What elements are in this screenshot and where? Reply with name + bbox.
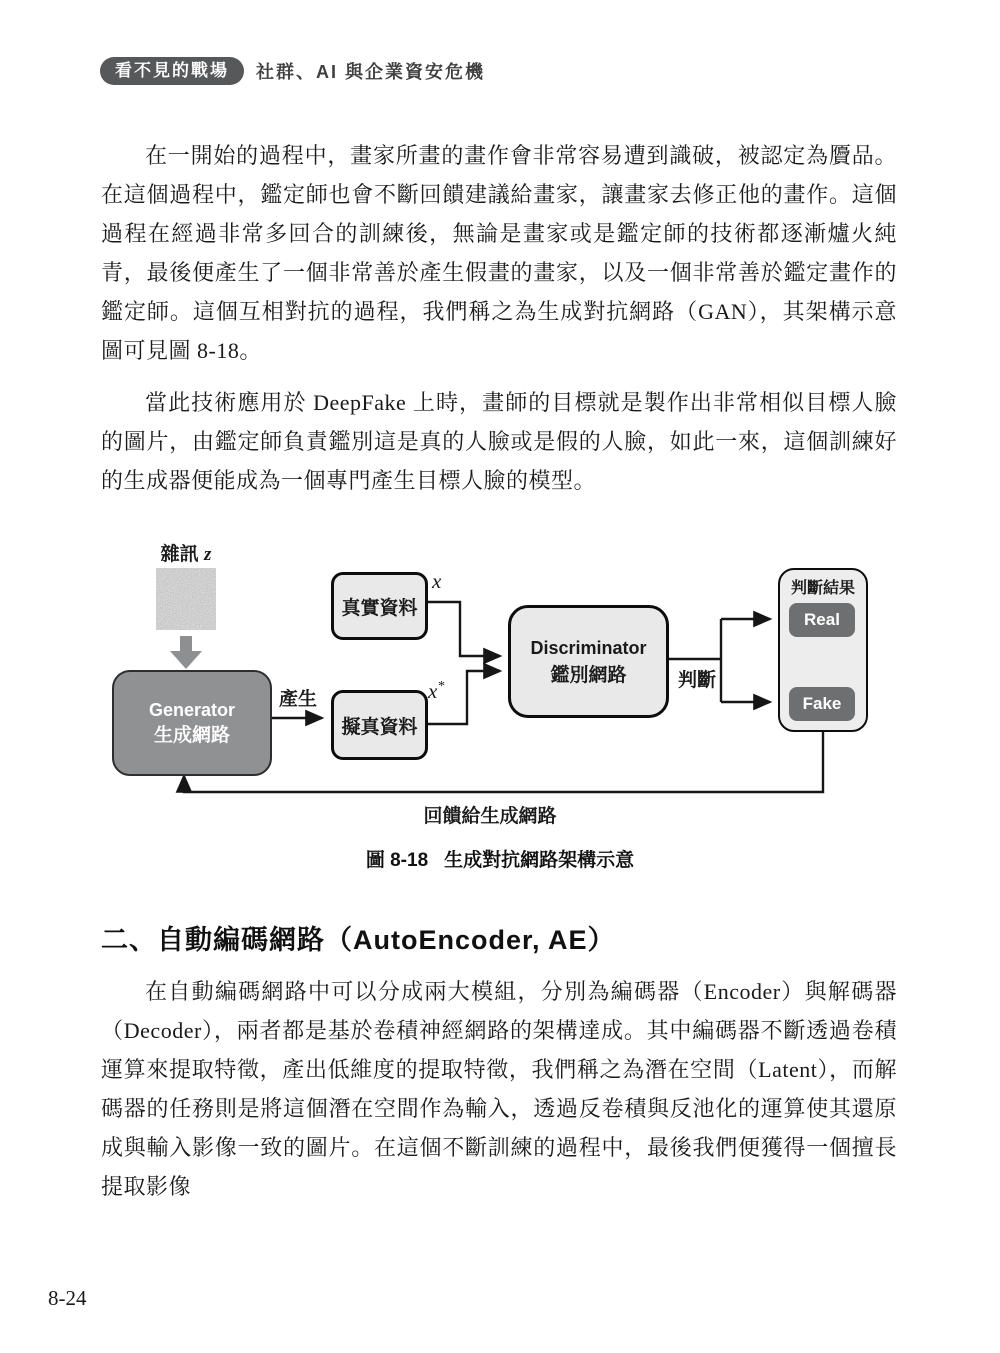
series-badge: 看不見的戰場: [100, 57, 244, 85]
figure-number: 圖 8-18: [365, 850, 429, 871]
section-heading-autoencoder: 二、自動編碼網路（AutoEncoder, AE）: [101, 925, 616, 955]
generator-label-en: Generator: [148, 700, 236, 720]
page-header: [100, 57, 485, 85]
gan-architecture-diagram: [0, 535, 1000, 835]
judge-label: 判斷: [678, 670, 717, 691]
book-title: 社群、AI 與企業資安危機: [256, 62, 485, 82]
discriminator-label-zh: 鑑別網路: [550, 664, 627, 686]
generator-box: [112, 670, 272, 776]
page-number: 8-24: [48, 1286, 87, 1310]
figure-caption: [0, 845, 1000, 872]
generator-label-zh: 生成網路: [153, 725, 230, 746]
judgement-result-panel: [778, 568, 868, 732]
paragraph-autoencoder: 在自動編碼網路中可以分成兩大模組，分別為編碼器（Encoder）與解碼器（Decoder），兩者都是基於卷積神經網路的架構達成。其中編碼器不斷透過卷積運算來提取特徵，產出低維度的提取特徵，我們稱之為潛在空間（Latent），而解碼器的任務則是將這個潛在空間作為輸入，透過反卷積與反池化的運算使其還原成與輸入影像一致的圖片。在這個不斷訓練的過程中，最後我們便獲得一個擅長提取影像: [101, 979, 897, 1199]
produce-label: 產生: [279, 689, 318, 710]
real-data-box: 真實資料: [331, 572, 428, 640]
x-symbol: x: [432, 569, 442, 593]
fake-data-box: 擬真資料: [331, 690, 428, 760]
fake-result-box: Fake: [789, 687, 855, 721]
paragraph-gan-story: 在一開始的過程中，畫家所畫的畫作會非常容易遭到識破，被認定為贗品。在這個過程中，鑑定師也會不斷回饋建議給畫家，讓畫家去修正他的畫作。這個過程在經過非常多回合的訓練後，無論是畫家或是鑑定師的技術都逐漸爐火純青，最後便產生了一個非常善於產生假畫的畫家，以及一個非常善於鑑定畫作的鑑定師。這個互相對抗的過程，我們稱之為生成對抗網路（GAN），其架構示意圖可見圖 8-18。: [101, 143, 897, 363]
connector-feedback-loop: [184, 732, 823, 792]
figure-title: 生成對抗網路架構示意: [444, 850, 635, 871]
discriminator-label-en: Discriminator: [530, 637, 647, 658]
connector-realdata-to-discriminator: [422, 602, 500, 656]
real-result-box: Real: [789, 603, 855, 637]
noise-label: 雜訊 z: [160, 544, 212, 565]
result-panel-title: 判斷結果: [790, 580, 855, 597]
x-star-symbol: x*: [428, 679, 445, 703]
feedback-label: 回饋給生成網路: [423, 806, 557, 827]
noise-z-symbol: z: [203, 544, 212, 565]
noise-to-generator-arrow: [170, 636, 202, 669]
discriminator-box: [508, 605, 669, 718]
paragraph-deepfake-application: 當此技術應用於 DeepFake 上時，畫師的目標就是製作出非常相似目標人臉的圖片，由鑑定師負責鑑別這是真的人臉或是假的人臉，如此一來，這個訓練好的生成器便能成為一個專門產生目標人臉的模型。: [101, 390, 897, 493]
noise-image: [156, 568, 216, 630]
